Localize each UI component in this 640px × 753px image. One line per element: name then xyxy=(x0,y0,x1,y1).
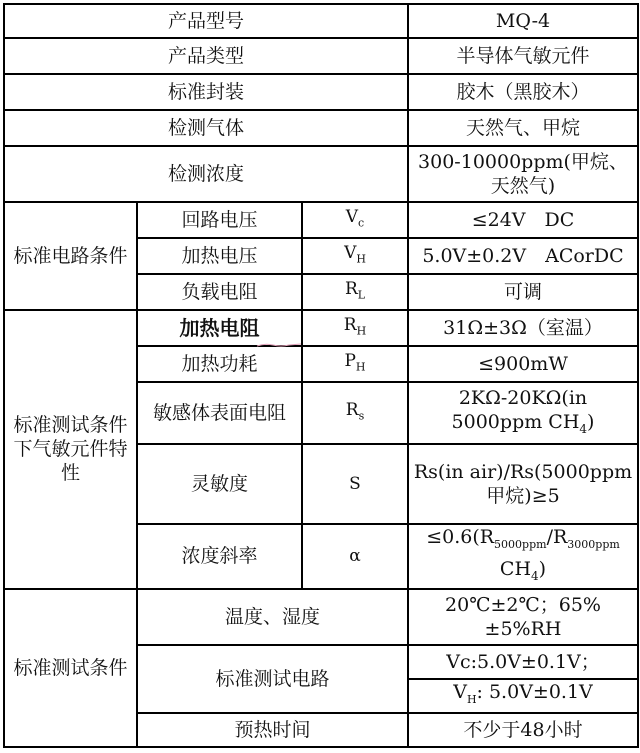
param-symbol: $V_H$ xyxy=(302,238,408,274)
row-label-gas: 检测气体 xyxy=(4,110,408,146)
param-symbol: $P_H$ xyxy=(302,346,408,382)
param-value: $\le 0.6(R_{5000ppm}/R_{3000ppm}$ $CH_4$) xyxy=(408,524,638,589)
param-value: 5.0V±0.2V ACorDC xyxy=(408,238,638,274)
row-value-package: 胶木（黑胶木） xyxy=(408,74,638,110)
param-label: 温度、湿度 xyxy=(137,589,408,645)
param-label: 浓度斜率 xyxy=(137,524,302,589)
spec-table xyxy=(3,3,639,748)
param-value: 31Ω±3Ω（室温） xyxy=(408,310,638,346)
param-symbol: $R_L$ xyxy=(302,274,408,310)
param-label: 加热电压 xyxy=(137,238,302,274)
table-row xyxy=(4,589,638,645)
row-label-model: 产品型号 xyxy=(4,4,408,38)
param-label: 加热功耗 xyxy=(137,346,302,382)
param-label: 敏感体表面电阻 xyxy=(137,382,302,444)
param-label: 加热电阻 xyxy=(137,310,302,346)
param-value: $V_H$: 5.0V±0.1V xyxy=(408,679,638,713)
param-value: 可调 xyxy=(408,274,638,310)
group-label-circuit: 标准电路条件 xyxy=(4,202,137,310)
table-row xyxy=(4,38,638,74)
row-value-gas: 天然气、甲烷 xyxy=(408,110,638,146)
table-row xyxy=(4,202,638,238)
table-row xyxy=(4,310,638,346)
param-symbol: $R_s$ xyxy=(302,382,408,444)
param-symbol: $V_c$ xyxy=(302,202,408,238)
table-row xyxy=(4,146,638,202)
param-label: 标准测试电路 xyxy=(137,645,408,713)
stray-mark xyxy=(255,342,305,348)
param-value: 20℃±2℃；65%±5%RH xyxy=(408,589,638,645)
param-label: 灵敏度 xyxy=(137,444,302,524)
param-value: Vc:5.0V±0.1V； xyxy=(408,645,638,679)
row-label-type: 产品类型 xyxy=(4,38,408,74)
group-label-test: 标准测试条件 xyxy=(4,589,137,747)
param-symbol: α xyxy=(302,524,408,589)
row-value-model: MQ-4 xyxy=(408,4,638,38)
table-row xyxy=(4,110,638,146)
param-symbol: $R_H$ xyxy=(302,310,408,346)
table-row xyxy=(4,74,638,110)
row-value-type: 半导体气敏元件 xyxy=(408,38,638,74)
param-value: 不少于48小时 xyxy=(408,713,638,747)
row-label-package: 标准封装 xyxy=(4,74,408,110)
row-label-concentration: 检测浓度 xyxy=(4,146,408,202)
param-label: 负载电阻 xyxy=(137,274,302,310)
group-label-characteristics: 标准测试条件下气敏元件特性 xyxy=(4,310,137,589)
param-value: ≤900mW xyxy=(408,346,638,382)
param-symbol: S xyxy=(302,444,408,524)
param-value: 2KΩ-20KΩ(in 5000ppm $CH_4$) xyxy=(408,382,638,444)
param-value: ≤24V DC xyxy=(408,202,638,238)
row-value-concentration: 300-10000ppm(甲烷、天然气) xyxy=(408,146,638,202)
param-value: Rs(in air)/Rs(5000ppm甲烷)≥5 xyxy=(408,444,638,524)
table-row xyxy=(4,4,638,38)
param-label: 预热时间 xyxy=(137,713,408,747)
param-label: 回路电压 xyxy=(137,202,302,238)
